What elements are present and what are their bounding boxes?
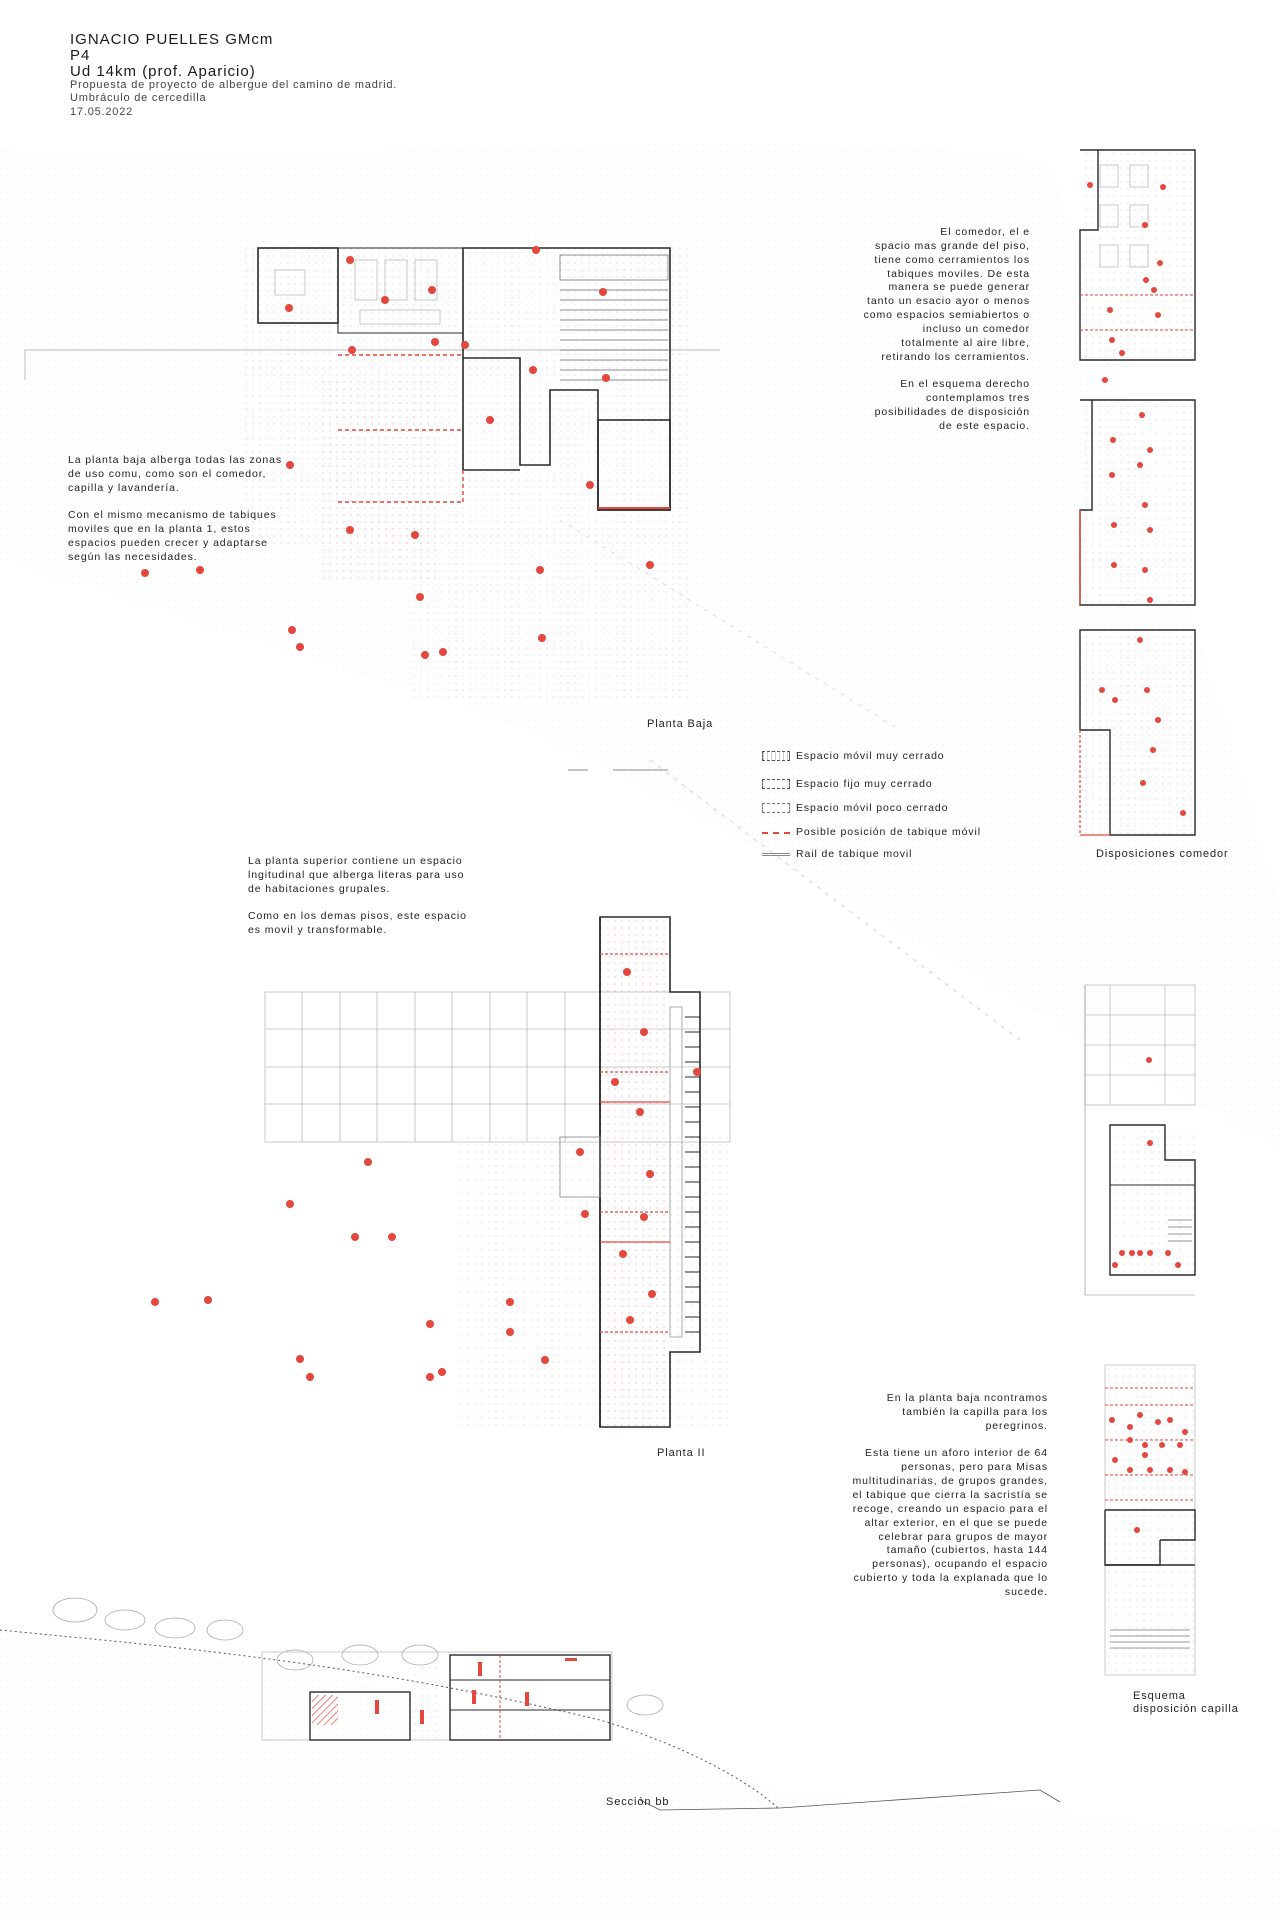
subtitle-project: Propuesta de proyecto de albergue del camino de madrid. — [70, 79, 398, 92]
legend-swatch — [762, 832, 790, 834]
legend-item — [762, 746, 981, 766]
legend-swatch — [762, 803, 790, 813]
legend — [762, 746, 981, 864]
legend-label: Rail de tabique movil — [796, 848, 913, 860]
scale-bar — [568, 765, 708, 775]
label-esquema-capilla: Esquema disposición capilla — [1133, 1690, 1239, 1715]
sheet-number: P4 — [70, 46, 91, 64]
unit-name: Ud 14km (prof. Aparicio) — [70, 62, 256, 80]
legend-label: Espacio móvil poco cerrado — [796, 802, 949, 814]
legend-swatch — [762, 853, 790, 856]
label-disposiciones-comedor: Disposiciones comedor — [1096, 848, 1229, 860]
legend-label: Posible posición de tabique móvil — [796, 826, 981, 838]
legend-item — [762, 798, 981, 818]
legend-item — [762, 822, 981, 842]
legend-item — [762, 774, 981, 794]
capilla-context-plan — [1080, 975, 1210, 1305]
note-capilla: En la planta baja ncontramos también la capilla para los peregrinos. Esta tiene un aforo interior de 64 personas, pero para Misas multitudinarias, de grupos grandes, el tabique que cierra la sacristía se recoge, creando un espacio para el altar exterior, en el que se puede celebrar para grupos de mayor tamaño (cubiertos, hasta 144 personas), ocupando el espacio cubierto y toda la explanada que lo sucede. — [852, 1392, 1048, 1599]
date: 17.05.2022 — [70, 105, 134, 118]
label-planta-ii: Planta II — [657, 1447, 706, 1459]
disposiciones-comedor-plans — [1070, 145, 1220, 865]
label-seccion-bb: Sección bb — [606, 1796, 670, 1808]
planta-ii-plan — [130, 912, 730, 1432]
subtitle-site: Umbráculo de cercedilla — [70, 92, 207, 105]
legend-swatch — [762, 751, 790, 761]
legend-swatch — [762, 779, 790, 789]
legend-label: Espacio móvil muy cerrado — [796, 750, 945, 762]
seccion-bb — [0, 1610, 1280, 1810]
note-comedor: El comedor, el e spacio mas grande del piso, tiene como cerramientos los tabiques moviles. De esta manera se puede generar tanto un esacio ayor o menos como espacios semiabiertos o incluso un comedor totalmente al aire libre, retirando los cerramientos. En el esquema derecho contemplamos tres posibilidades de disposición de este espacio. — [863, 226, 1030, 433]
note-planta-baja: La planta baja alberga todas las zonas de uso comu, como son el comedor, capilla y lavandería. Con el mismo mecanismo de tabiques moviles que en la planta 1, estos espacios pueden crecer y adaptarse según las necesidades. — [68, 454, 282, 564]
legend-item — [762, 844, 981, 864]
label-planta-baja: Planta Baja — [647, 718, 714, 730]
legend-label: Espacio fijo muy cerrado — [796, 778, 933, 790]
note-planta-superior: La planta superior contiene un espacio lngitudinal que alberga literas para uso de habitaciones grupales. Como en los demas pisos, este espacio es movil y transformable. — [248, 855, 467, 937]
author-name: IGNACIO PUELLES GMcm — [70, 31, 274, 48]
